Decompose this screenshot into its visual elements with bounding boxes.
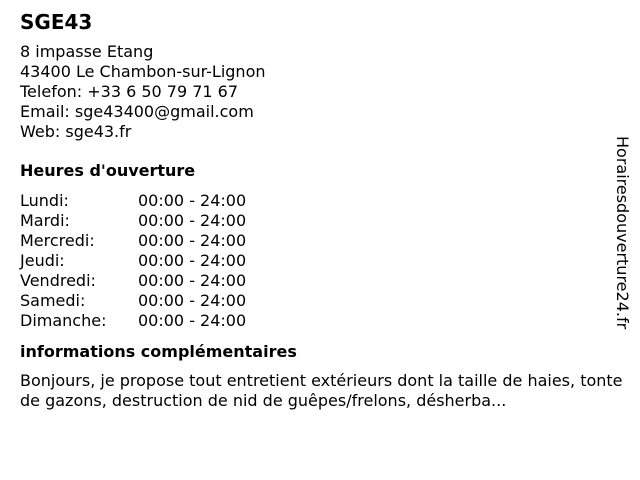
additional-info-heading: informations complémentaires bbox=[20, 342, 297, 361]
hours-row bbox=[20, 211, 246, 231]
hours-row bbox=[20, 271, 246, 291]
opening-hours-heading: Heures d'ouverture bbox=[20, 161, 196, 180]
time-range: 00:00 - 24:00 bbox=[138, 191, 247, 210]
address-street: 8 impasse Etang bbox=[20, 42, 154, 61]
day-label: Vendredi: bbox=[20, 271, 96, 290]
time-range: 00:00 - 24:00 bbox=[138, 231, 247, 250]
time-range: 00:00 - 24:00 bbox=[138, 311, 247, 330]
day-label: Mardi: bbox=[20, 211, 70, 230]
day-label: Dimanche: bbox=[20, 311, 107, 330]
email-line: Email: sge43400@gmail.com bbox=[20, 102, 254, 121]
time-range: 00:00 - 24:00 bbox=[138, 291, 247, 310]
address-city: 43400 Le Chambon-sur-Lignon bbox=[20, 62, 266, 81]
time-range: 00:00 - 24:00 bbox=[138, 251, 247, 270]
day-label: Jeudi: bbox=[20, 251, 65, 270]
contact-block bbox=[20, 42, 620, 142]
hours-row bbox=[20, 311, 246, 331]
hours-row bbox=[20, 251, 246, 271]
hours-row bbox=[20, 231, 246, 251]
business-name: SGE43 bbox=[20, 10, 93, 34]
hours-row bbox=[20, 191, 246, 211]
day-label: Samedi: bbox=[20, 291, 86, 310]
additional-info-text: Bonjours, je propose tout entretient extérieurs dont la taille de haies, tonte de gazons, destruction de nid de guêpes/frelons, désherba... bbox=[20, 371, 623, 410]
time-range: 00:00 - 24:00 bbox=[138, 211, 247, 230]
day-label: Lundi: bbox=[20, 191, 69, 210]
time-range: 00:00 - 24:00 bbox=[138, 271, 247, 290]
hours-row bbox=[20, 291, 246, 311]
day-label: Mercredi: bbox=[20, 231, 95, 250]
opening-hours-table bbox=[20, 191, 246, 331]
web-line: Web: sge43.fr bbox=[20, 122, 132, 141]
site-watermark: Horairesdouverture24.fr bbox=[613, 136, 632, 330]
phone-line: Telefon: +33 6 50 79 71 67 bbox=[20, 82, 239, 101]
